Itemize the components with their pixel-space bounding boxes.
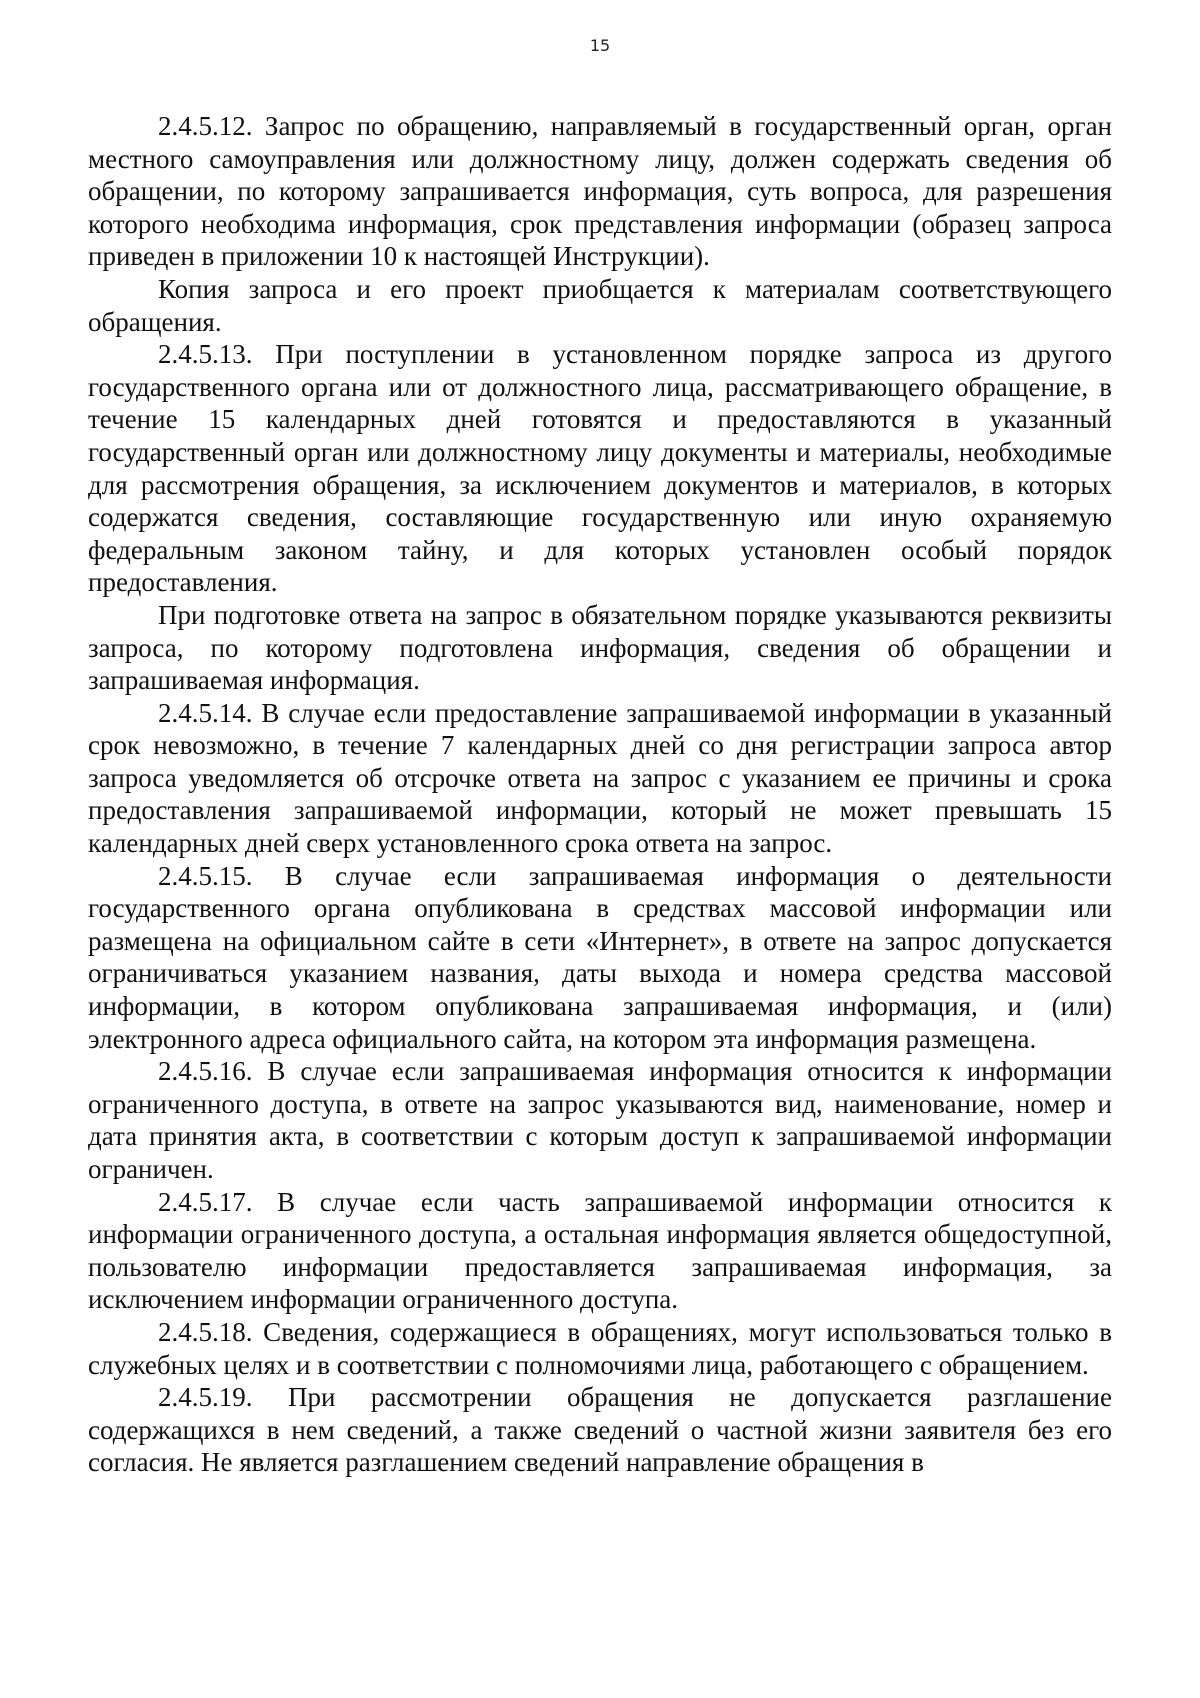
paragraph-2-4-5-17: 2.4.5.17. В случае если часть запрашиваемой информации относится к информации ограниченного доступа, а остальная информация является общедоступной, пользователю информации предоставляется запрашиваемая информация, за исключением информации ограниченного доступа. [88, 1186, 1112, 1315]
paragraph-2-4-5-19: 2.4.5.19. При рассмотрении обращения не допускается разглашение содержащихся в нем сведений, а также сведений о частной жизни заявителя без его согласия. Не является разглашением сведений направление обращения в [88, 1382, 1112, 1478]
paragraph-2-4-5-18: 2.4.5.18. Сведения, содержащиеся в обращениях, могут использоваться только в служебных целях и в соответствии с полномочиями лица, работающего с обращением. [88, 1316, 1112, 1380]
document-body [88, 110, 1112, 1479]
page-number: 15 [589, 36, 611, 55]
paragraph-2-4-5-15: 2.4.5.15. В случае если запрашиваемая информация о деятельности государственного органа опубликована в средствах массовой информации или размещена на официальном сайте в сети «Интернет», в ответе на запрос допускается ограничиваться указанием названия, даты выхода и номера средства массовой информации, в котором опубликована запрашиваемая информация, и (или) электронного адреса официального сайта, на котором эта информация размещена. [88, 860, 1112, 1054]
paragraph-2-4-5-16: 2.4.5.16. В случае если запрашиваемая информация относится к информации ограниченного доступа, в ответе на запрос указываются вид, наименование, номер и дата принятия акта, в соответствии с которым доступ к запрашиваемой информации ограничен. [88, 1056, 1112, 1184]
paragraph-2-4-5-12: 2.4.5.12. Запрос по обращению, направляемый в государственный орган, орган местного самоуправления или должностному лицу, должен содержать сведения об обращении, по которому запрашивается информация, суть вопроса, для разрешения которого необходима информация, срок представления информации (образец запроса приведен в приложении 10 к настоящей Инструкции). [88, 111, 1112, 272]
paragraph-2-4-5-13: 2.4.5.13. При поступлении в установленном порядке запроса из другого государственного органа или от должностного лица, рассматривающего обращение, в течение 15 календарных дней готовятся и предоставляются в указанный государственный орган или должностному лицу документы и материалы, необходимые для рассмотрения обращения, за исключением документов и материалов, в которых содержатся сведения, составляющие государственную или иную охраняемую федеральным законом тайну, и для которых установлен особый порядок предоставления. [88, 339, 1112, 598]
paragraph-reply-requisites: При подготовке ответа на запрос в обязательном порядке указываются реквизиты запроса, по которому подготовлена информация, сведения об обращении и запрашиваемая информация. [88, 599, 1112, 696]
paragraph-request-copy: Копия запроса и его проект приобщается к материалам соответствующего обращения. [88, 273, 1112, 337]
paragraph-2-4-5-14: 2.4.5.14. В случае если предоставление запрашиваемой информации в указанный срок невозможно, в течение 7 календарных дней со дня регистрации запроса автор запроса уведомляется об отсрочке ответа на запрос с указанием ее причины и срока предоставления запрашиваемой информации, который не может превышать 15 календарных дней сверх установленного срока ответа на запрос. [88, 697, 1112, 859]
